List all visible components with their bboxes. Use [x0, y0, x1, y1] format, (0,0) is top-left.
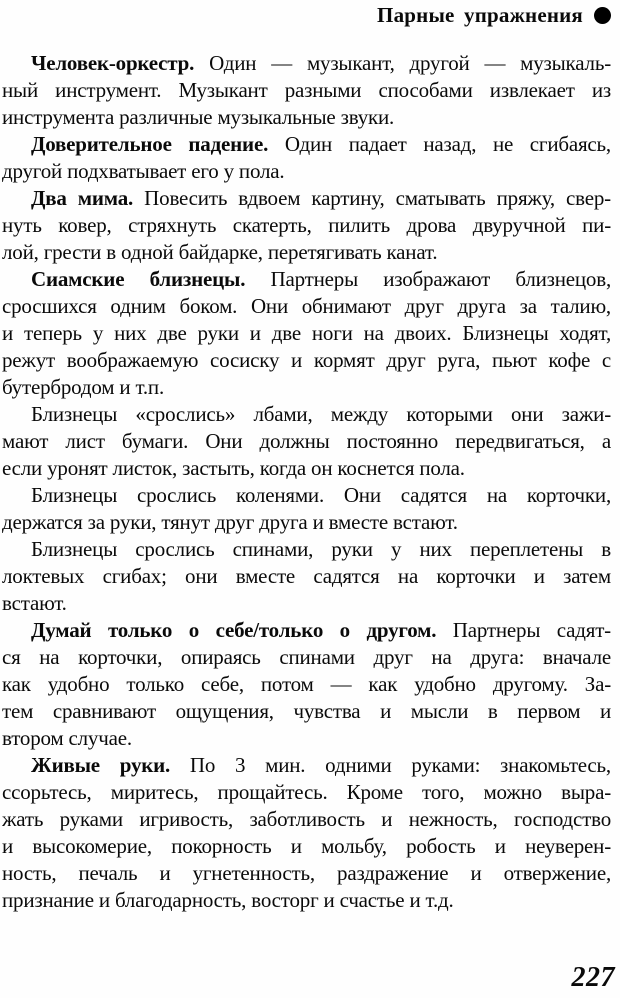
text-body — [2, 50, 611, 914]
running-header-title: Парные упражнения — [377, 3, 583, 27]
text-line: встают. — [2, 591, 67, 615]
exercise-title: Думай только о себе/только о другом. — [31, 618, 437, 642]
paragraph — [2, 266, 611, 401]
text-line: держатся за руки, тянут друг друга и вместе встают. — [2, 510, 458, 534]
text-line: Сиамские близнецы. Партнеры изображают близнецов, — [31, 267, 611, 291]
text-line: другой подхватывает его у пола. — [2, 159, 285, 183]
exercise-title: Живые руки. — [31, 753, 171, 777]
text-line: Думай только о себе/только о другом. Партнеры садят- — [31, 618, 611, 642]
text-line: инструмента различные музыкальные звуки. — [2, 105, 395, 129]
running-header — [0, 2, 611, 28]
text-line: мают лист бумаги. Они должны постоянно передвигаться, а — [2, 429, 611, 453]
paragraph — [2, 482, 611, 536]
text-line: ссорьтесь, миритесь, прощайтесь. Кроме того, можно выра- — [2, 780, 611, 804]
text-line: нуть ковер, стряхнуть скатерть, пилить дрова двуручной пи- — [2, 213, 611, 237]
exercise-title: Два мима. — [31, 186, 134, 210]
text-line: жать руками игривость, заботливость и нежность, господство — [2, 807, 611, 831]
section-bullet-icon — [594, 7, 611, 24]
text-line: бутербродом и т.п. — [2, 375, 165, 399]
text-line: сросшихся одним боком. Они обнимают друг друга за талию, — [2, 294, 611, 318]
text-line: локтевых сгибах; они вместе садятся на корточки и затем — [2, 564, 611, 588]
text-line: Живые руки. По 3 мин. одними руками: знакомьтесь, — [31, 753, 611, 777]
text-line: Близнецы срослись коленями. Они садятся на корточки, — [31, 483, 611, 507]
paragraph — [2, 185, 611, 266]
text-line: режут воображаемую сосиску и кормят друг руга, пьют кофе с — [2, 348, 611, 372]
exercise-title: Сиамские близнецы. — [31, 267, 246, 291]
paragraph — [2, 401, 611, 482]
text-line: Близнецы срослись спинами, руки у них переплетены в — [31, 537, 611, 561]
paragraph — [2, 752, 611, 914]
exercise-title: Доверительное падение. — [31, 132, 269, 156]
text-line: ность, печаль и угнетенность, раздражение и отвержение, — [2, 861, 611, 885]
text-line: если уронят листок, застыть, когда он коснется пола. — [2, 456, 465, 480]
paragraph — [2, 50, 611, 131]
text-line: и высокомерие, покорность и мольбу, робость и неуверен- — [2, 834, 611, 858]
text-line: признание и благодарность, восторг и счастье и т.д. — [2, 888, 454, 912]
text-line: Два мима. Повесить вдвоем картину, сматывать пряжу, свер- — [31, 186, 611, 210]
page-number: 227 — [571, 962, 615, 993]
text-line: Близнецы «срослись» лбами, между которыми они зажи- — [31, 402, 611, 426]
text-line: лой, грести в одной байдарке, перетягивать канат. — [2, 240, 438, 264]
paragraph — [2, 131, 611, 185]
paragraph — [2, 536, 611, 617]
text-line: втором случае. — [2, 726, 132, 750]
text-line: ный инструмент. Музыкант разными способами извлекает из — [2, 78, 611, 102]
paragraph — [2, 617, 611, 752]
text-line: тем сравнивают ощущения, чувства и мысли в первом и — [2, 699, 611, 723]
exercise-title: Человек-оркестр. — [31, 51, 195, 75]
text-line: Человек-оркестр. Один — музыкант, другой — музыкаль- — [31, 51, 611, 75]
text-line: Доверительное падение. Один падает назад, не сгибаясь, — [31, 132, 611, 156]
text-line: как удобно только себе, потом — как удобно другому. За- — [2, 672, 611, 696]
text-line: и теперь у них две руки и две ноги на двоих. Близнецы ходят, — [2, 321, 611, 345]
text-line: ся на корточки, опираясь спинами друг на друга: вначале — [2, 645, 611, 669]
